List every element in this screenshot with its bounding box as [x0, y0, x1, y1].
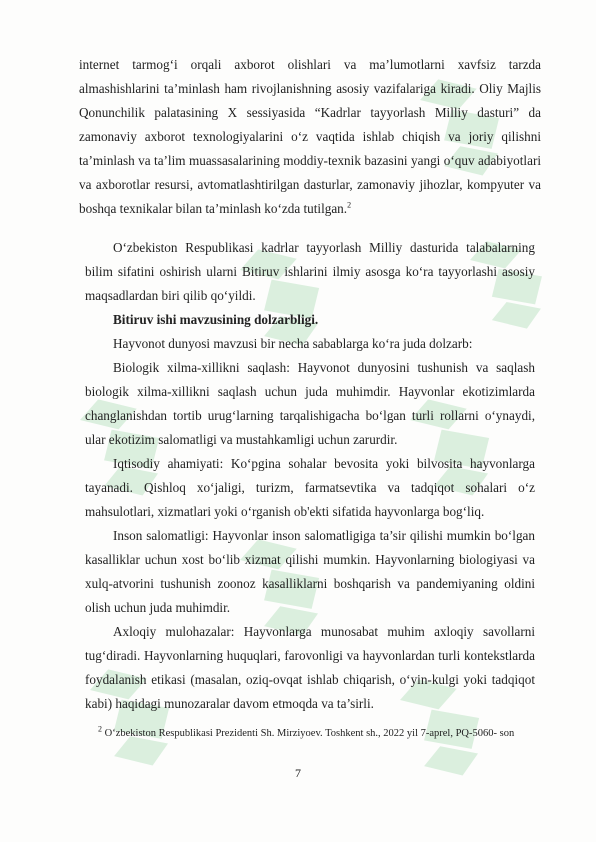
paragraph-biodiversity: Biologik xilma-xillikni saqlash: Hayvonot dunyosini tushunish va saqlash biologik xilma-xillikni saqlash uchun juda muhimdir. Hayvonlar ekotizimlarda changlanishdan tortib urug‘larning tarqalishigacha bo‘lgan turli rollarni o‘ynaydi, ular ekotizim salomatligi va mustahkamligi uchun zarurdir. — [85, 360, 535, 447]
footnote-number: 2 — [98, 724, 102, 734]
footnote-text: O‘zbekiston Respublikasi Prezidenti Sh. Mirziyoev. Toshkent sh., 2022 yil 7-aprel, PQ-5060- son — [102, 728, 515, 739]
paragraph-health: Inson salomatligi: Hayvonlar inson salomatligiga ta’sir qilishi mumkin bo‘lgan kasalliklar uchun xost bo‘lib xizmat qilishi mumkin. Hayvonlarning biologiyasi va xulq-atvorini tushunish zoonoz kasalliklarni boshqarish va pandemiyaning oldini olish uchun juda muhimdir. — [85, 528, 535, 615]
paragraph-relevance-intro: Hayvonot dunyosi mavzusi bir necha sabablarga ko‘ra juda dolzarb: — [113, 336, 473, 351]
section-heading: Bitiruv ishi mavzusining dolzarbligi. — [113, 312, 319, 327]
paragraph-text: internet tarmog‘i orqali axborot olishlari va ma’lumotlarni xavfsiz tarzda almashishlarini ta’minlash ham rivojlanishning asosiy vazifalariga kiradi. Oliy Majlis Qonunchilik palatasining X sessiyasida “Kadrlar tayyorlash Milliy dasturi” da zamonaviy axborot texnologiyalarini o‘z vaqtida ishlab chiqish va joriy qilishni ta’minlash va ta’lim muassasalarining moddiy-texnik bazasini yangi o‘quv adabiyotlari va axborotlar resursi, avtomatlashtirilgan dasturlar, zamonaviy jihozlar, kompyuter va boshqa texnikalar bilan ta’minlash ko‘zda tutilgan. — [79, 57, 541, 216]
footnote — [98, 724, 538, 741]
paragraph-economic: Iqtisodiy ahamiyati: Ko‘pgina sohalar bevosita yoki bilvosita hayvonlarga tayanadi. Qishloq xo‘jaligi, turizm, farmatsevtika va tadqiqot sohalari o‘z mahsulotlari, xizmatlari yoki o‘rganish ob'ekti sifatida hayvonlarga bog‘liq. — [85, 456, 535, 519]
paragraph-ethics: Axloqiy mulohazalar: Hayvonlarga munosabat muhim axloqiy savollarni tug‘diradi. Hayvonlarning huquqlari, farovonligi va hayvonlardan turli kontekstlarda foydalanish etikasi (masalan, oziq-ovqat ishlab chiqarish, o‘yin-kulgi yoki tadqiqot kabi) haqidagi munozaralar davom etmoqda va ta’sirli. — [85, 624, 535, 711]
page-number: 7 — [295, 766, 301, 780]
paragraph-continued — [79, 53, 541, 221]
paragraph-program-goal: O‘zbekiston Respublikasi kadrlar tayyorlash Milliy dasturida talabalarning bilim sifatini oshirish ularni Bitiruv ishlarini ilmiy asosga ko‘ra tayyorlashi asosiy maqsadlardan biri qilib qo‘yildi. — [85, 240, 535, 303]
footnote-reference: 2 — [347, 200, 352, 210]
